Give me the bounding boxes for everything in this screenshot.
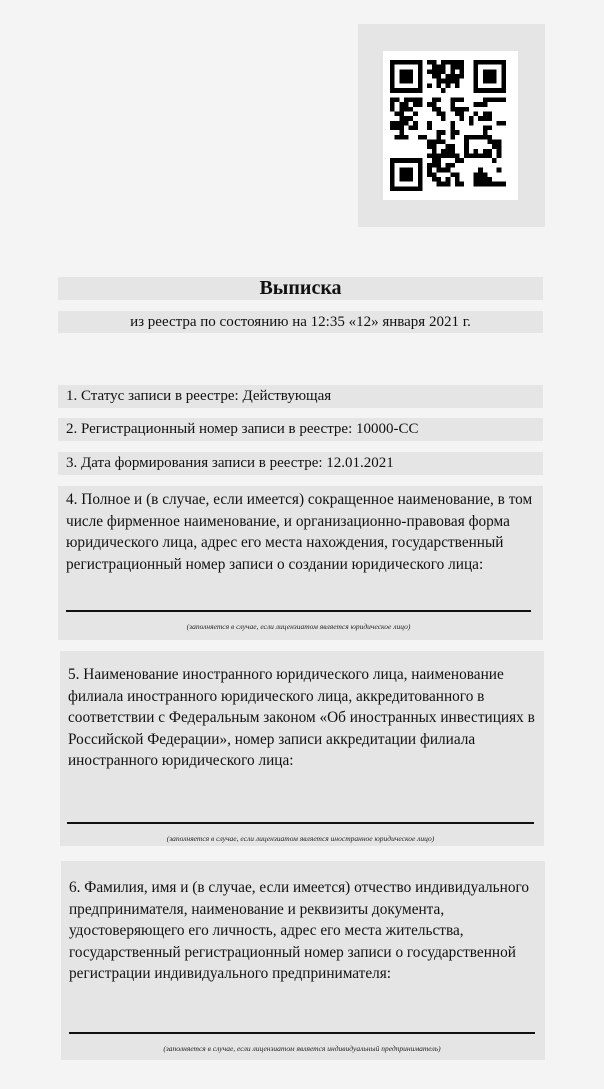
field-record-status-text: 1. Статус записи в реестре: Действующая bbox=[66, 388, 332, 404]
fill-note: (заполняется в случае, если лицензиатом является иностранное юридическое лицо) bbox=[166, 834, 435, 843]
section-individual-entrepreneur-text: 6. Фамилия, имя и (в случае, если имеется) отчество индивидуального предпринимателя, наименование и реквизиты документа, удостоверяющего его личность, адрес его места жительства, государственный регистрационный номер записи о государственной регистрации индивидуального предпринимателя: bbox=[69, 879, 530, 982]
qr-code-panel bbox=[358, 24, 545, 227]
field-record-date-text: 3. Дата формирования записи в реестре: 12.01.2021 bbox=[66, 455, 394, 471]
section-foreign-entity bbox=[60, 651, 544, 846]
fill-line bbox=[66, 610, 531, 612]
field-record-status bbox=[58, 385, 543, 408]
qr-code-icon bbox=[390, 60, 506, 191]
fill-note: (заполняется в случае, если лицензиатом является индивидуальный предприниматель) bbox=[163, 1044, 441, 1053]
qr-code-frame bbox=[383, 51, 518, 200]
fill-line bbox=[67, 822, 534, 824]
field-registration-number-text: 2. Регистрационный номер записи в реестре: 10000-СС bbox=[66, 421, 419, 437]
section-legal-entity-text: 4. Полное и (в случае, если имеется) сокращенное наименование, в том числе фирменное наименование, и организационно-правовая форма юридического лица, адрес его места нахождения, государственный регистрационный номер записи о создании юридического лица: bbox=[66, 491, 533, 573]
section-legal-entity bbox=[58, 486, 543, 640]
section-individual-entrepreneur bbox=[61, 861, 545, 1060]
field-registration-number bbox=[58, 418, 543, 441]
document-title: Выписка bbox=[259, 277, 342, 299]
document-subtitle: из реестра по состоянию на 12:35 «12» января 2021 г. bbox=[130, 313, 471, 330]
fill-note: (заполняется в случае, если лицензиатом является юридическое лицо) bbox=[186, 622, 411, 631]
section-foreign-entity-text: 5. Наименование иностранного юридического лица, наименование филиала иностранного юридического лица, аккредитованного в соответствии с Федеральным законом «Об иностранных инвестициях в Российской Федерации», номер записи аккредитации филиала иностранного юридического лица: bbox=[68, 666, 535, 769]
document-title-bar bbox=[58, 277, 543, 300]
fill-line bbox=[69, 1032, 535, 1034]
field-record-date bbox=[58, 452, 543, 475]
document-subtitle-bar bbox=[58, 311, 543, 333]
